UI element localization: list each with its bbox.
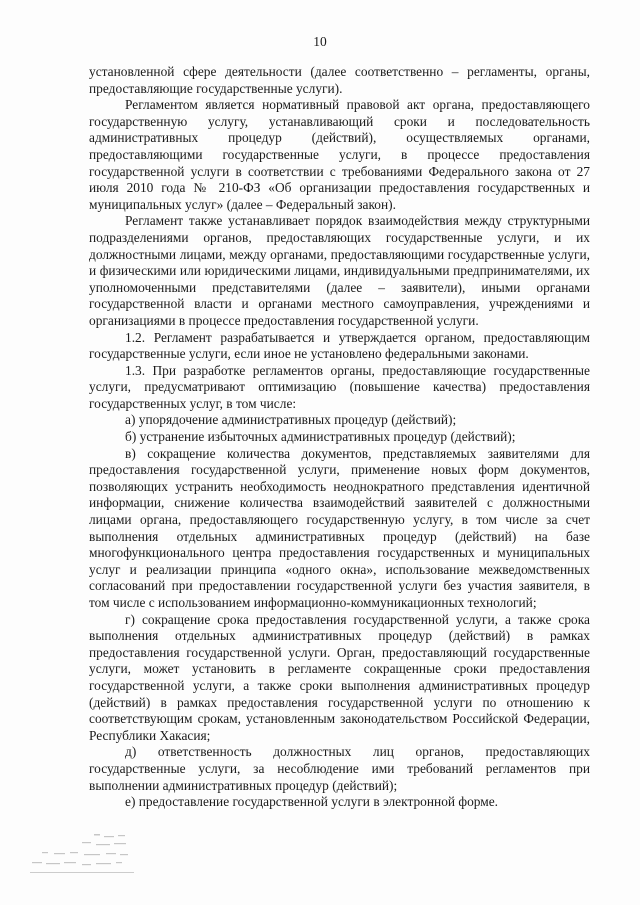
scan-artifact-mark: [30, 832, 138, 876]
list-item-v: в) сокращение количества документов, представляемых заявителями для предоставления государственной услуги, применение новых форм документов, позволяющих устранить необходимость неоднократного представления идентичной информации, снижение количества взаимодействий заявителей с должностными лицами органа, предоставляющего государственную услугу, в том числе за счет выполнения отдельных административных процедур (действий) на базе многофункционального центра предоставления государственных и муниципальных услуг и реализации принципа «одного окна», использование межведомственных согласований при предоставлении государственной услуги без участия заявителя, в том числе с использованием информационно-коммуникационных технологий;: [89, 445, 590, 610]
paragraph-continuation: установленной сфере деятельности (далее соответственно – регламенты, органы, предоставляющие государственные услуги).: [89, 64, 590, 96]
list-item-g: г) сокращение срока предоставления государственной услуги, а также срока выполнения отдельных административных процедур (действий) в рамках предоставления государственной услуги. Орган, предоставляющий государственные услуги, может установить в регламенте сокращенные сроки предоставления государственной услуги, а также сроки выполнения административных процедур (действий) в рамках предоставления государственной услуги по отношению к соответствующим срокам, установленным законодательством Российской Федерации, Республики Хакасия;: [89, 611, 590, 743]
paragraph-interaction-order: Регламент также устанавливает порядок взаимодействия между структурными подразделениями органов, предоставляющих государственные услуги, и их должностными лицами, между органами, предоставляющими государственные услуги, и физическими или юридическими лицами, индивидуальными предпринимателями, их уполномоченными представителями (далее – заявители), иными органами государственной власти и органами местного самоуправления, учреждениями и организациями в процессе предоставления государственной услуги.: [89, 213, 590, 328]
paragraph-regulation-definition: Регламентом является нормативный правовой акт органа, предоставляющего государственную услугу, устанавливающий сроки и последовательность административных процедур (действий), осуществляемых органами, предоставляющими государственные услуги, в процессе предоставления государственной услуги в соответствии с требованиями Федерального закона от 27 июля 2010 года № 210-ФЗ «Об организации предоставления государственных и муниципальных услуг» (далее – Федеральный закон).: [89, 97, 590, 212]
list-item-b: б) устранение избыточных административных процедур (действий);: [125, 429, 516, 445]
list-item-a: а) упорядочение административных процедур (действий);: [125, 412, 457, 428]
page-number: 10: [313, 34, 327, 49]
list-item-d: д) ответственность должностных лиц органов, предоставляющих государственные услуги, за несоблюдение ими требований регламентов при выполнении административных процедур (действий);: [89, 744, 590, 793]
list-item-e: е) предоставление государственной услуги в электронной форме.: [125, 794, 499, 810]
paragraph-1-3: 1.3. При разработке регламентов органы, предоставляющие государственные услуги, предусматривают оптимизацию (повышение качества) предоставления государственных услуг, в том числе:: [89, 362, 590, 411]
document-body: [89, 64, 590, 811]
paragraph-1-2: 1.2. Регламент разрабатывается и утверждается органом, предоставляющим государственные услуги, если иное не установлено федеральными законами.: [89, 329, 590, 362]
